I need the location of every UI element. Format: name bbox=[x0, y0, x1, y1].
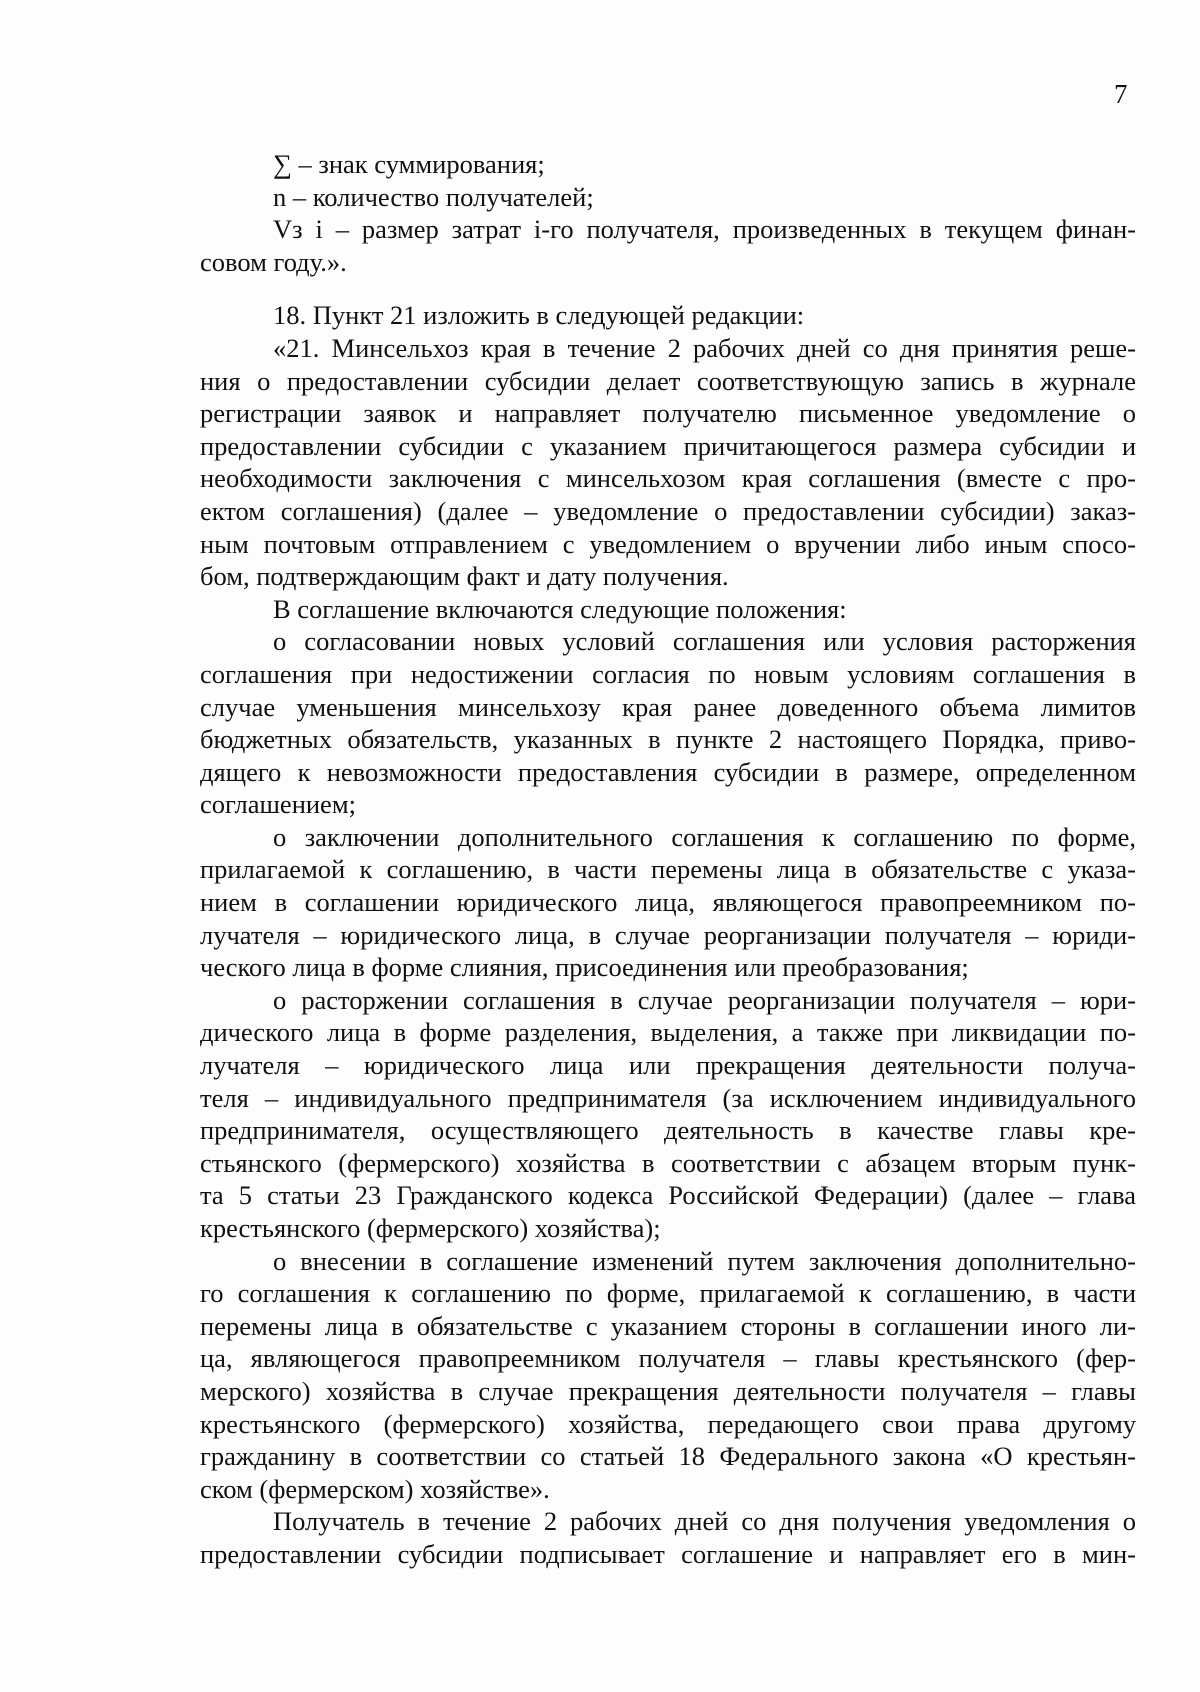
text-line: та 5 статьи 23 Гражданского кодекса Российской Федерации) (далее – глава bbox=[200, 1180, 1136, 1211]
text-line: перемены лица в обязательстве с указанием стороны в соглашении иного ли- bbox=[200, 1310, 1136, 1341]
text-line: го соглашения к соглашению по форме, прилагаемой к соглашению, в части bbox=[200, 1278, 1136, 1309]
text-line: мерского) хозяйства в случае прекращения деятельности получателя – главы bbox=[200, 1375, 1136, 1406]
text-line: ском (фермерском) хозяйстве». bbox=[200, 1473, 550, 1504]
text-line: гражданину в соответствии со статьей 18 Федерального закона «О крестьян- bbox=[200, 1441, 1136, 1472]
text-line: ческого лица в форме слияния, присоединения или преобразования; bbox=[200, 952, 969, 983]
text-line: «21. Минсельхоз края в течение 2 рабочих дней со дня принятия реше- bbox=[273, 332, 1136, 363]
text-line: теля – индивидуального предпринимателя (за исключением индивидуального bbox=[200, 1082, 1136, 1113]
text-line: ным почтовым отправлением с уведомлением о вручении либо иным спосо- bbox=[200, 528, 1136, 559]
text-line: предпринимателя, осуществляющего деятельность в качестве главы кре- bbox=[200, 1115, 1136, 1146]
text-line: лучателя – юридического лица, в случае реорганизации получателя – юриди- bbox=[200, 919, 1136, 950]
text-line: о согласовании новых условий соглашения или условия расторжения bbox=[273, 626, 1136, 657]
text-line: крестьянского (фермерского) хозяйства); bbox=[200, 1213, 661, 1243]
document-body bbox=[200, 148, 1136, 1571]
text-line: бом, подтверждающим факт и дату получения. bbox=[200, 561, 729, 592]
text-line: совом году.». bbox=[200, 246, 347, 277]
text-line: предоставлении субсидии подписывает соглашение и направляет его в мин- bbox=[200, 1538, 1136, 1569]
page-number: 7 bbox=[1114, 79, 1128, 109]
text-line: регистрации заявок и направляет получателю письменное уведомление о bbox=[200, 398, 1136, 429]
text-line: о заключении дополнительного соглашения к соглашению по форме, bbox=[273, 821, 1136, 852]
text-line: дящего к невозможности предоставления субсидии в размере, определенном bbox=[200, 756, 1136, 787]
text-line: ца, являющегося правопреемником получателя – главы крестьянского (фер- bbox=[200, 1343, 1136, 1374]
text-line: стьянского (фермерского) хозяйства в соответствии с абзацем вторым пунк- bbox=[200, 1147, 1136, 1178]
text-line: n – количество получателей; bbox=[273, 181, 594, 212]
text-line: дического лица в форме разделения, выделения, а также при ликвидации по- bbox=[200, 1017, 1136, 1048]
text-line: предоставлении субсидии с указанием причитающегося размера субсидии и bbox=[200, 430, 1136, 461]
text-line: бюджетных обязательств, указанных в пункте 2 настоящего Порядка, приво- bbox=[200, 724, 1136, 755]
text-line: прилагаемой к соглашению, в части перемены лица в обязательстве с указа- bbox=[200, 854, 1136, 885]
text-line: необходимости заключения с минсельхозом края соглашения (вместе с про- bbox=[200, 463, 1136, 494]
text-line: Vз i – размер затрат i-го получателя, произведенных в текущем финан- bbox=[273, 214, 1136, 245]
text-line: соглашения при недостижении согласия по новым условиям соглашения в bbox=[200, 658, 1136, 689]
text-line: крестьянского (фермерского) хозяйства, передающего свои права другому bbox=[200, 1408, 1136, 1439]
text-line: Получатель в течение 2 рабочих дней со дня получения уведомления о bbox=[273, 1506, 1136, 1537]
text-line: о внесении в соглашение изменений путем заключения дополнительно- bbox=[273, 1245, 1136, 1276]
paragraph-gap bbox=[200, 278, 1136, 299]
text-line: В соглашение включаются следующие положения: bbox=[273, 593, 847, 624]
text-line: лучателя – юридического лица или прекращения деятельности получа- bbox=[200, 1050, 1136, 1081]
text-line: нием в соглашении юридического лица, являющегося правопреемником по- bbox=[200, 887, 1136, 918]
text-line: 18. Пункт 21 изложить в следующей редакции: bbox=[273, 300, 805, 331]
text-line: соглашением; bbox=[200, 789, 356, 820]
text-line: ∑ – знак суммирования; bbox=[273, 149, 545, 179]
text-line: о расторжении соглашения в случае реорганизации получателя – юри- bbox=[273, 984, 1136, 1015]
text-line: случае уменьшения минсельхозу края ранее доведенного объема лимитов bbox=[200, 691, 1136, 722]
text-line: ния о предоставлении субсидии делает соответствующую запись в журнале bbox=[200, 365, 1136, 396]
text-line: ектом соглашения) (далее – уведомление о предоставлении субсидии) заказ- bbox=[200, 495, 1136, 526]
